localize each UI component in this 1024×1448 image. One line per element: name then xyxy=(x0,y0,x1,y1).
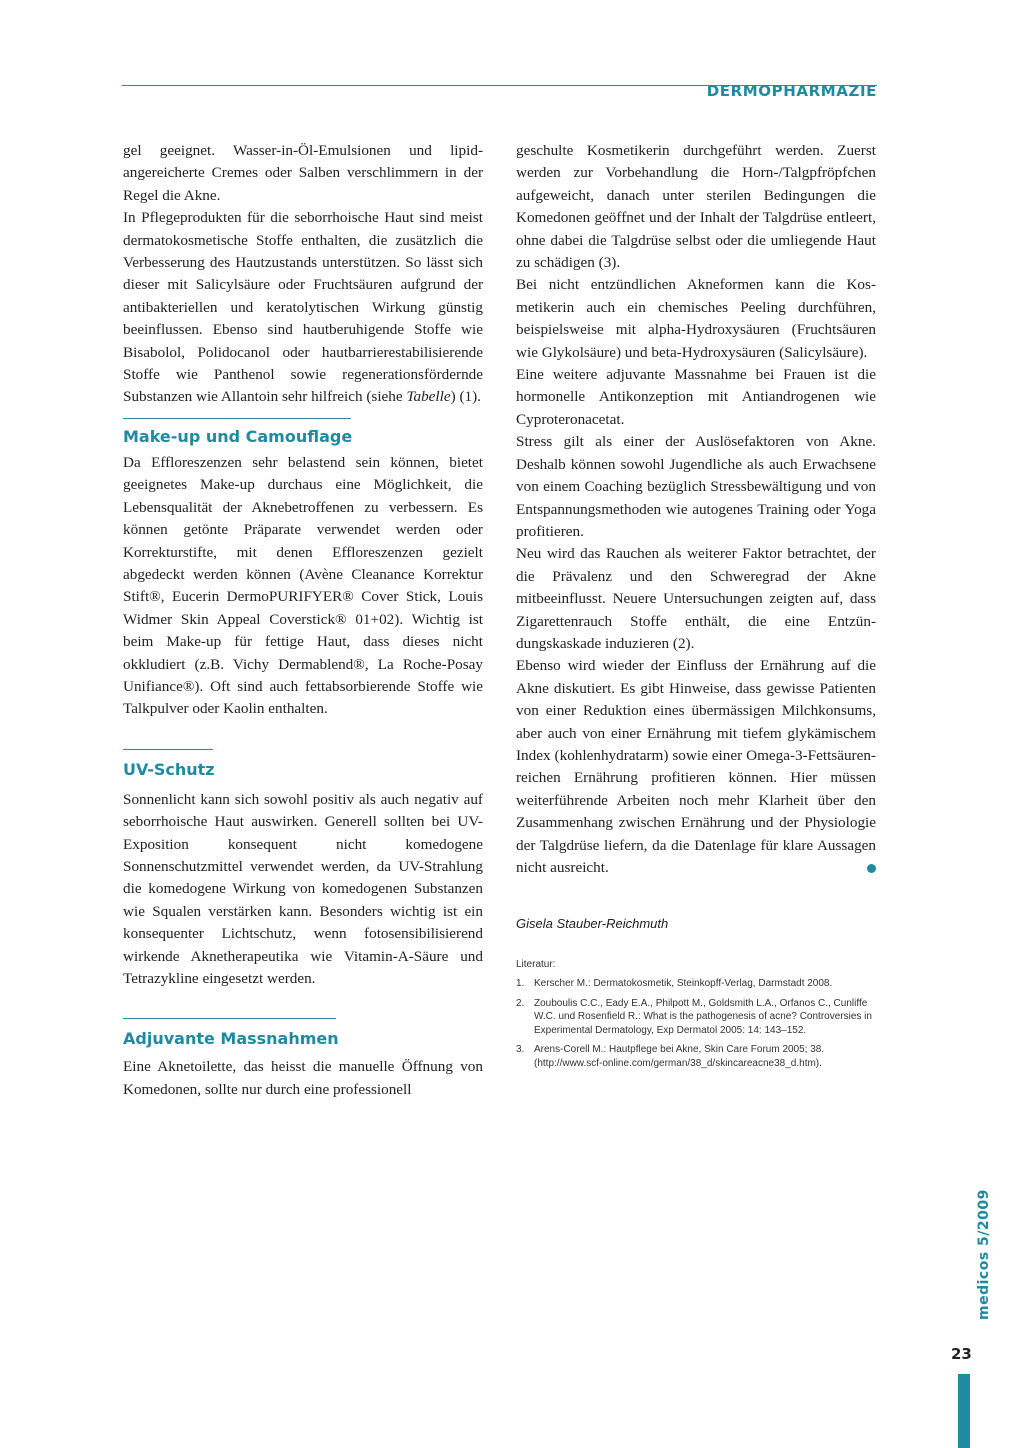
heading-makeup: Make-up und Camouflage xyxy=(123,426,353,446)
journal-label: medicos 5/2009 xyxy=(976,1189,992,1320)
left-paragraph-2: In Pflegeprodukten für die seborrhoische Haut sind meist dermatokosmetische Stoffe enthalten, die zusätzlich die Verbesserung des Hautzustands unterstützen. So lässt sich dieser mit Salicylsäure oder Fruchtsäuren aufgrund der antibakteriellen und keratolytischen Wirkung günstig beeinflussen. Ebenso sind hautberuhigende Stoffe wie Bisabolol, Polidocanol oder hautbarrierestabilisierende Stoffe wie Panthenol sowie regenerationsfördernde Substanzen wie Allantoin sehr hilfreich (siehe Tabelle) (1). xyxy=(123,209,483,406)
section-rule xyxy=(123,749,213,750)
references xyxy=(516,958,876,1071)
heading-adjuvant: Adjuvante Massnahmen xyxy=(123,1029,339,1049)
reference-item: 2. Zouboulis C.C., Eady E.A., Philpott M., Goldsmith L.A., Orfanos C., Cunliffe W.C. und Rosenfield R.: What is the pathogenesis of acne? Controversies in Experimental Dermatology, Exp Dermatol 2005: 14: 143–152. xyxy=(516,997,872,1036)
left-paragraph-3: Da Effloreszenzen sehr belastend sein können, bietet geeignetes Make-up durchaus eine Möglichkeit, die Lebensqualität der Aknebetroffenen zu verbessern. Es können getönte Präparate verwendet werden oder Korrekturstifte, mit denen Effloreszenzen gezielt abgedeckt werden können (Avène Cleanance Korrektur Stift®, Eucerin DermoPURIFYER® Cover Stick, Louis Widmer Skin Appeal Coverstick® 01+02). Wichtig ist beim Make-up für fettige Haut, dass dieses nicht okkludiert (z.B. Vichy Dermablend®, La Roche-Posay Unifiance®). Oft sind auch fettabsorbierende Stoffe wie Talkpulver oder Kaolin enthalten. xyxy=(123,453,483,718)
side-accent-bar xyxy=(958,1374,970,1448)
page-number: 23 xyxy=(951,1345,972,1363)
left-paragraph-4: Sonnenlicht kann sich sowohl positiv als auch negativ auf seborrhoische Haut auswirken. Generell sollten bei UV-Exposition konsequent nicht komedogene Sonnenschutzmittel verwendet werden, da UV-Strahlung die komedogene Wirkung von komedogenen Substanzen wie Squalen verstärken kann. Besonders wichtig ist ein konsequenter Lichtschutz, wenn fotosensibilisierend wirkende Aknetherapeutika wie Vitamin-A-Säure und Tetrazykline eingesetzt werden. xyxy=(123,790,483,987)
author: Gisela Stauber-Reichmuth xyxy=(516,916,669,932)
left-column xyxy=(123,140,483,1101)
heading-uv: UV-Schutz xyxy=(123,759,215,779)
right-paragraph-3: Eine weitere adjuvante Massnahme bei Frauen ist die hormonelle Antikonzeption mit Antiandrogenen wie Cyproteronacetat. xyxy=(516,366,876,428)
right-paragraph-1: geschulte Kosmetikerin durchgeführt werden. Zuerst werden zur Vorbehandlung die Horn-/Talgpfröpfchen aufgeweicht, danach unter sterilen Bedingungen die Komedonen geöffnet und der Inhalt der Talgdrüse entleert, ohne dabei die Talgdrüse selbst oder die umliegende Haut zu schädigen (3). xyxy=(516,142,876,272)
right-column xyxy=(516,140,876,1070)
reference-item: 3. Arens-Corell M.: Hautpflege bei Akne, Skin Care Forum 2005; 38. (http://www.scf-online.com/german/38_d/skincareacne38_d.htm). xyxy=(516,1044,825,1069)
right-paragraph-5: Neu wird das Rauchen als weiterer Faktor betrachtet, der die Prävalenz und den Schweregrad der Akne mitbeeinflusst. Neuere Untersuchungen zeigten auf, dass Zigarettenrauch Stoffe enthält, die eine Entzündungskaskade induzieren (2). xyxy=(516,545,876,652)
right-paragraph-4: Stress gilt als einer der Auslösefaktoren von Akne. Deshalb können sowohl Jugendliche als auch Erwachsene von einem Coaching bezüglich Stressbewältigung und von Entspannungsmethoden wie autogenes Training oder Yoga profitieren. xyxy=(516,433,876,540)
references-title: Literatur: xyxy=(516,958,556,970)
right-paragraph-2: Bei nicht entzündlichen Akneformen kann die Kosmetikerin auch ein chemisches Peeling durchführen, beispielsweise mit alpha-Hydroxysäuren (Fruchtsäuren wie Glykolsäure) und beta-Hydroxysäuren (Salicylsäure). xyxy=(516,276,876,361)
left-paragraph-5: Eine Aknetoilette, das heisst die manuelle Öffnung von Komedonen, sollte nur durch eine professionell xyxy=(123,1058,483,1098)
section-rule xyxy=(123,418,351,419)
section-label: DERMOPHARMAZIE xyxy=(706,82,877,100)
left-paragraph-1: gel geeignet. Wasser-in-Öl-Emulsionen und lipidangereicherte Cremes oder Salben verschlimmern in der Regel die Akne. xyxy=(123,142,483,204)
section-rule xyxy=(123,1018,336,1019)
right-paragraph-6: Ebenso wird wieder der Einfluss der Ernährung auf die Akne diskutiert. Es gibt Hinweise, dass gewisse Patienten von einer Reduktion eines übermässigen Milchkonsums, aber auch von einer Ernährung mit tiefem glykämischem Index (kohlenhydratarm) sowie einer Omega-3-Fettsäuren-reichen Ernährung profitieren können. Hier müssen weiterführende Arbeiten noch mehr Klarheit über den Zusammenhang zwischen Ernährung und der Physiologie der Talgdrüse liefern, da die Datenlage für klare Aussagen nicht ausreicht. xyxy=(516,657,876,876)
end-mark-icon xyxy=(867,864,876,873)
reference-item: 1. Kerscher M.: Dermatokosmetik, Steinkopff-Verlag, Darmstadt 2008. xyxy=(516,978,833,990)
